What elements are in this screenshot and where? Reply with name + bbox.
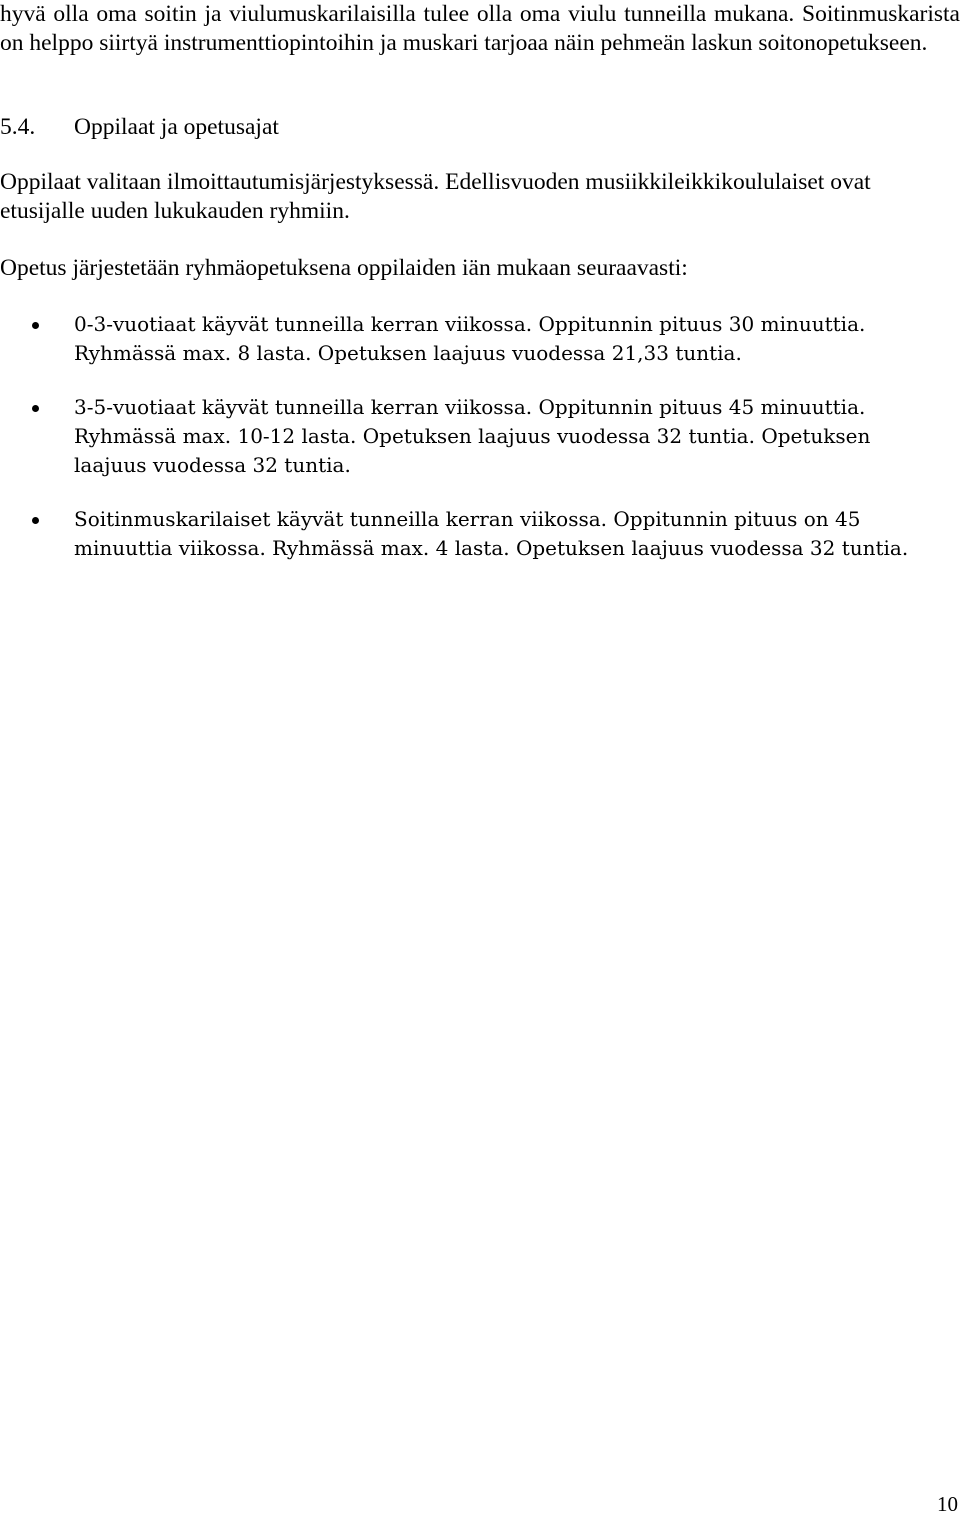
bullet-icon (32, 517, 39, 524)
section-title: Oppilaat ja opetusajat (74, 114, 279, 140)
list-item-text: 3-5-vuotiaat käyvät tunneilla kerran viikossa. Oppitunnin pituus 45 minuuttia. Ryhmässä max. 10-12 lasta. Opetuksen laajuus vuodessa 32 tuntia. Opetuksen laajuus vuodessa 32 tuntia. (74, 395, 871, 477)
list-item-text: 0-3-vuotiaat käyvät tunneilla kerran viikossa. Oppitunnin pituus 30 minuuttia. Ryhmässä max. 8 lasta. Opetuksen laajuus vuodessa 21,33 tuntia. (74, 312, 866, 365)
bullet-icon (32, 405, 39, 412)
list-item (0, 310, 934, 368)
section-number: 5.4. (0, 114, 36, 140)
list-item (0, 393, 934, 480)
teaching-intro: Opetus järjestetään ryhmäopetuksena oppilaiden iän mukaan seuraavasti: (0, 255, 688, 281)
list-item (0, 505, 934, 563)
list-item-text: Soitinmuskarilaiset käyvät tunneilla kerran viikossa. Oppitunnin pituus on 45 minuuttia viikossa. Ryhmässä max. 4 lasta. Opetuksen laajuus vuodessa 32 tuntia. (74, 507, 909, 560)
intro-paragraph: hyvä olla oma soitin ja viulumuskarilaisilla tulee olla oma viulu tunneilla mukana. Soitinmuskarista on helppo siirtyä instrumenttiopintoihin ja muskari tarjoaa näin pehmeän laskun soitonopetukseen. (0, 1, 960, 56)
selection-paragraph: Oppilaat valitaan ilmoittautumisjärjestyksessä. Edellisvuoden musiikkileikkikoululaiset ovat etusijalle uuden lukukauden ryhmiin. (0, 169, 871, 224)
page-number: 10 (937, 1492, 958, 1516)
age-group-list (0, 310, 960, 588)
section-heading (0, 113, 279, 142)
bullet-icon (32, 322, 39, 329)
